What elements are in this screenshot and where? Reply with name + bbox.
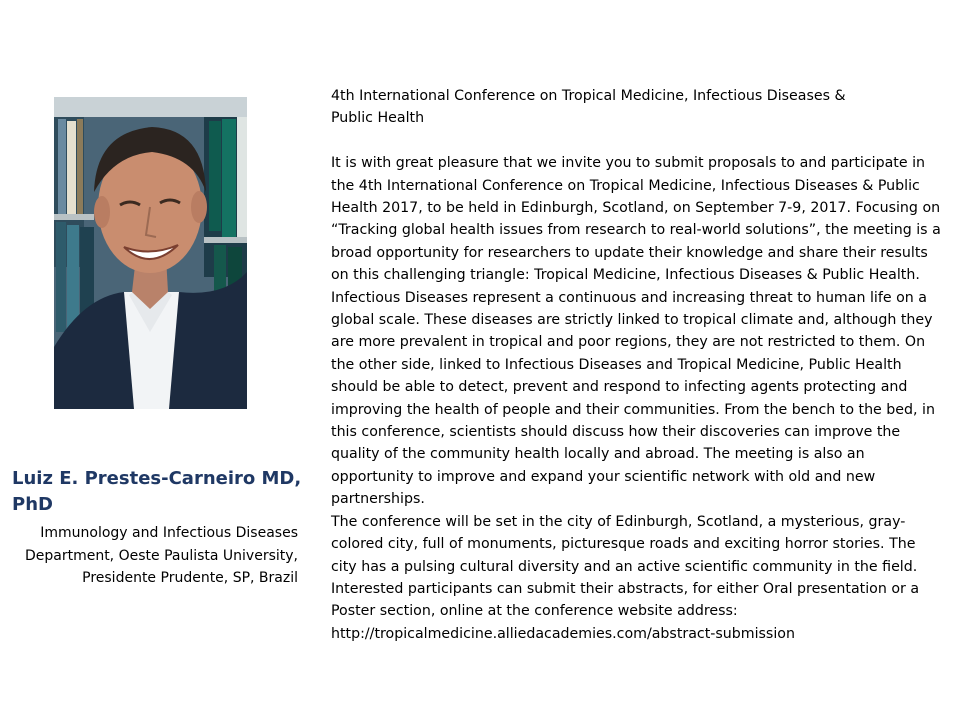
intro-paragraph: It is with great pleasure that we invite you to submit proposals to and participate in the 4th International Conference on Tropical Medicine, Infectious Diseases & Public Health 2017, to be held in Edinburgh, Scotland, on September 7-9, 2017. Focusing on “Tracking global health issues from research to real-world solutions”, the meeting is a broad opportunity for researchers to update their knowledge and share their results on this challenging triangle: Tropical Medicine, Infectious Diseases & Public Health. Infectious Diseases represent a continuous and increasing threat to human life on a global scale. These diseases are strictly linked to tropical climate and, although they are more prevalent in tropical and poor regions, they are not restricted to them. On the other side, linked to Infectious Diseases and Tropical Medicine, Public Health should be able to detect, prevent and respond to infecting agents protecting and improving the health of people and their communities. From the bench to the bed, in this conference, scientists should discuss how their discoveries can improve the quality of the community health locally and abroad. The meeting is also an opportunity to improve and expand your scientific network with old and new partnerships.	[331, 155, 941, 508]
speaker-photo	[54, 97, 247, 409]
submission-url[interactable]: http://tropicalmedicine.alliedacademies.com/abstract-submission	[331, 625, 795, 642]
speaker-name: Luiz E. Prestes-Carneiro MD, PhD	[12, 468, 302, 515]
venue-paragraph: The conference will be set in the city of Edinburgh, Scotland, a mysterious, gray-colored city, full of monuments, picturesque roads and exciting horror stories. The city has a pulsing cultural diversity and an active scientific community in the field.	[331, 513, 918, 575]
abstract-body	[331, 85, 941, 645]
submission-paragraph: Interested participants can submit their abstracts, for either Oral presentation or a Poster section, online at the conference website address:	[331, 580, 920, 620]
conference-title: 4th International Conference on Tropical Medicine, Infectious Diseases & Public Health	[331, 88, 846, 127]
speaker-affiliation: Immunology and Infectious Diseases Department, Oeste Paulista University, Presidente Prudente, SP, Brazil	[24, 525, 298, 586]
